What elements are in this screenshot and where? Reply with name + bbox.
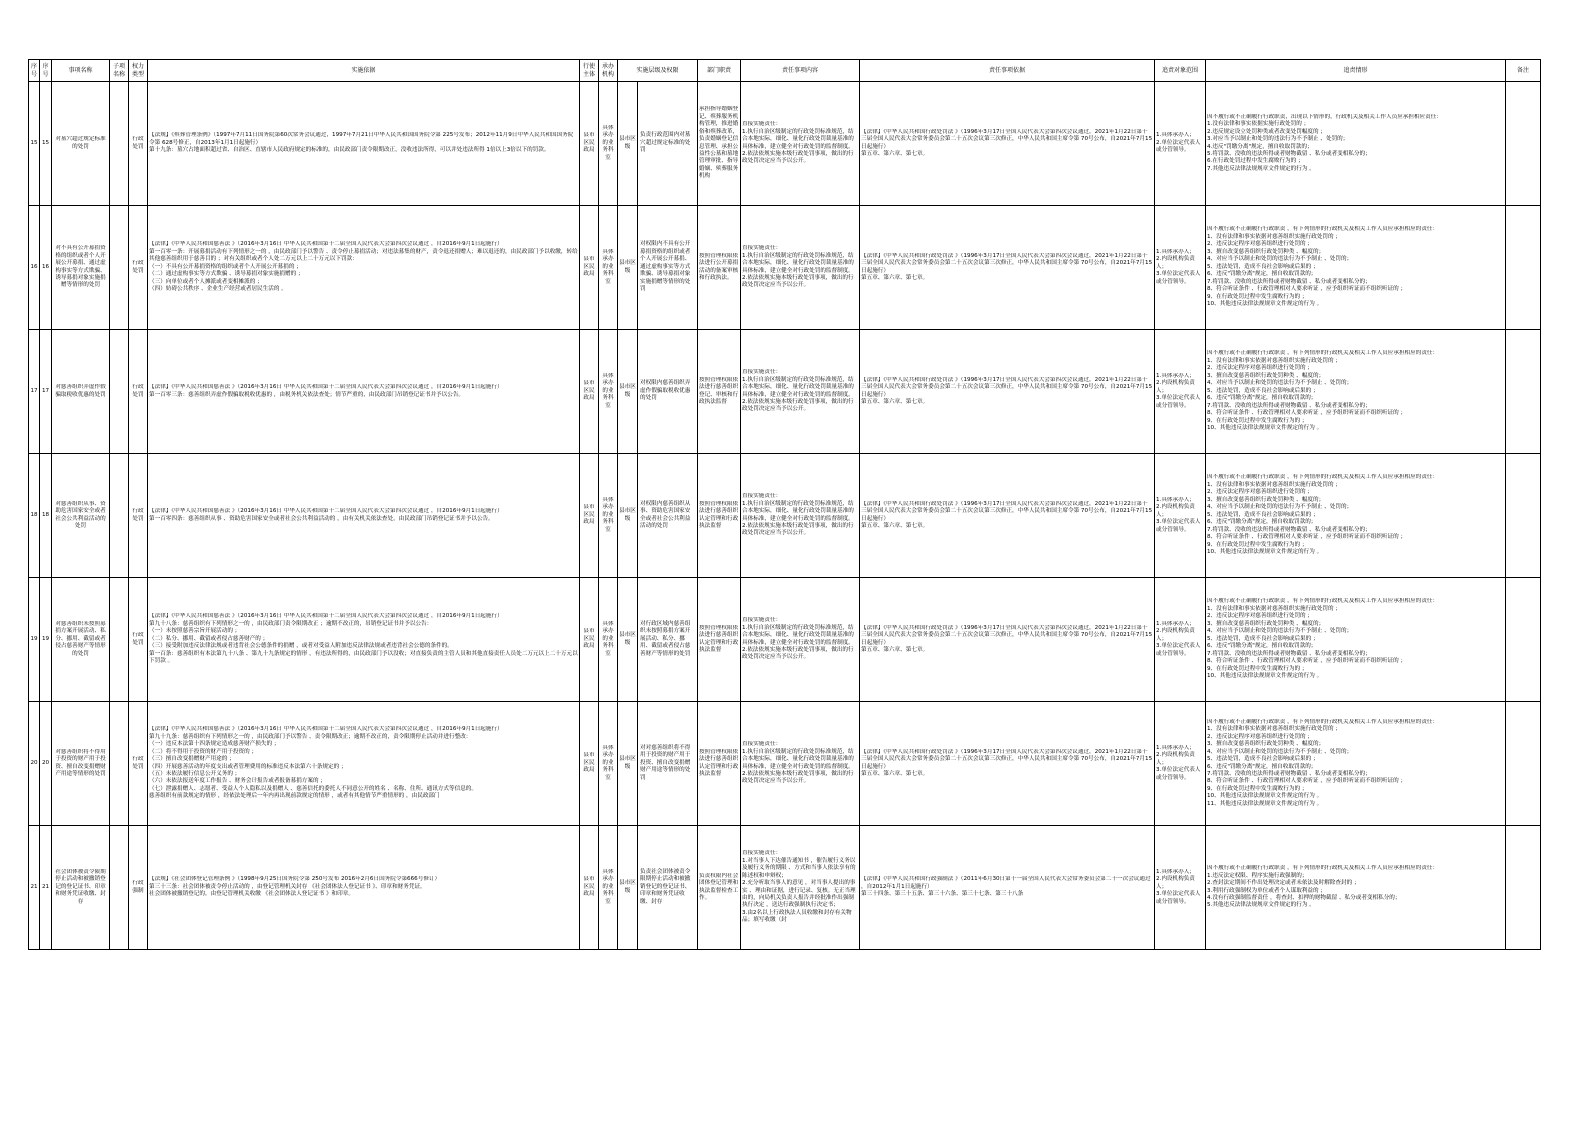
department-duty: 按照管理权限依法进行慈善组织认定管理和行政执法监督 [699,500,739,529]
responsibility-basis: 【法律】《中华人民共和国行政处罚法 》（1996年3月17日全国人民代表大会第四次会议通过，2021年1月22日第十三届全国人民代表大会常务委员会第二十五次会议第三次修正，中华人民共和国主席令第 70号公布，自2021年7月15日起施行） 第五章、第六章、第七章。 [861,624,1153,653]
header-cell: 序号 [40,60,52,82]
table-row [29,454,1541,578]
accountability-target-cell [1155,702,1206,826]
responsibility-content-cell [741,826,860,950]
department-duty: 按照管理权限依法进行慈善组织认定管理和行政执法监督 [699,624,739,653]
authority-scope-cell [618,82,698,206]
row-number-cell [29,702,40,826]
item-name: 对不具有公开募捐资格的组织或者个人开展公开募捐、通过虚构事实等方式欺骗、诱导募捐对象实施捐赠等情形的处罚 [55,245,106,289]
header-cell: 追责对象范围 [1155,60,1206,82]
department-duty: 承担指导婚姻登记、殡葬服务机构管理，推进婚俗和殡葬改革，负责婚姻登记信息管理、承担公益性公墓和墓地管理审批、指导婚姻、殡葬服务机构 [699,106,739,180]
header-cell: 子项名称 [110,60,129,82]
subitem-name-cell [110,702,129,826]
legal-basis: 【法律】《中华人民共和国慈善法 》（2016年3月16日 中华人民共和国第十二届全国人民代表大会第四次会议通过 ，自2016年9月1日起施行） 第一百零三条：慈善组织弄虚作假骗取税收优惠的 ，由税务机关依法查处；情节严重的，由民政部门吊销登记证书并予以公告。 [149,384,503,398]
exercising-subject-cell [580,82,599,206]
row-number: 20 [41,759,50,766]
legal-basis: 【法律】《中华人民共和国慈善法 》（2016年3月16日 中华人民共和国第十二届全国人民代表大会第四次会议通过 ，自2016年9月1日起施行） 第九十八条：慈善组织有下列情形之一的 ，由民政部门责令限期改正 ；逾期不改正的，吊销登记证书并予以公告： （一）未按照慈善宗旨开展活动的 ； （二）私分、挪用、截留或者侵占慈善财产的 ； （三）接受附加违反法律法规或者违背社会公德条件的捐赠 ，或者对受益人附加违反法律法规或者违背社会公德的条件的。 第一百条：慈善组织有本法第九十八条 、第九十九条规定的情形 ，有违法所得的，由民政部门予以没收；对直接负责的主管人员和其他直接责任人员处二万元以上二十万元以下罚款 。 [149,613,578,665]
item-name-cell [52,206,110,330]
exercising-subject-cell [580,578,599,702]
accountability-target-cell [1155,454,1206,578]
row-number: 20 [30,759,38,766]
header-cell: 承办机构 [599,60,618,82]
exercising-subject: 县市区民政局 [583,752,595,774]
accountability-cases: 因不履行或不正确履行行政职责，出现以下情形的，行政机关及相关工作人员应承担相应责任： 1.没有法律和事实依据实施行政处罚的 ； 2.违反规定设立处罚种类或者改变处罚幅度的 ； 3.对应当予以制止和处罚的违法行为不予制止 、处罚的； 4.违反"罚缴分离"规定，擅自收取罚款的； 5.将罚款、没收的违法所得或者财物截留 、私分或者变相私分的； 6.在行政处罚过程中发生腐败行为的 ； 7.其他违反法律法规规章文件规定的行为 。 [1207,113,1442,172]
handling-organ-cell [599,82,618,206]
row-number: 19 [41,635,50,642]
row-number-cell [29,206,40,330]
power-type: 行政处罚 [132,384,144,398]
responsibility-content-cell [741,578,860,702]
table-body [29,82,1541,950]
header-cell: 备注 [1506,60,1541,82]
row-number: 17 [30,387,38,394]
remark-cell [1506,82,1541,206]
exercising-subject-cell [580,826,599,950]
power-type: 行政强制 [132,880,144,894]
department-duty: 负责权限内社会团体登记管理和执法监督检查工作。 [699,872,739,901]
item-name: 对慈善组织从事、资助危害国家安全或者社会公共利益活动的处罚 [55,500,106,529]
power-type-cell [129,206,148,330]
responsibility-basis-cell [860,826,1155,950]
row-number: 17 [41,387,50,394]
header-cell: 序号 [29,60,40,82]
item-name-cell [52,826,110,950]
accountability-target: 1.具体承办人； 2.内设机构负责人； 3.单位法定代表人或分管领导。 [1156,496,1201,533]
row-number-cell [40,206,52,330]
authority-scope-cell [618,578,698,702]
row-number: 15 [41,139,50,146]
subitem-name-cell [110,826,129,950]
accountability-cases-cell [1206,702,1506,826]
header-cell: 责任事项依据 [860,60,1155,82]
implementation-level: 县市区级 [618,82,638,205]
table-row [29,330,1541,454]
legal-basis-cell [148,206,580,330]
table-row [29,206,1541,330]
accountability-target-cell [1155,826,1206,950]
authority-scope: 对权限内不具有公开募捐资格的组织或者个人开展公开募捐、通过虚构事实等方式欺骗、诱导募捐对象实施捐赠等情形的处罚 [640,241,691,293]
remark-cell [1506,702,1541,826]
row-number: 21 [30,883,38,890]
accountability-cases-cell [1206,578,1506,702]
item-name-cell [52,330,110,454]
legal-basis: 【法律】《中华人民共和国慈善法 》（2016年3月16日 中华人民共和国第十二届全国人民代表大会第四次会议通过 ，自2016年9月1日起施行） 第九十九条：慈善组织有下列情形之一的 ，由民政部门予以警告 、责令限期改正；逾期不改正的，责令限期停止活动并进行整改： （一）违反本法第十四条规定造成慈善财产损失的 ； （二）将不得用于投资的财产用于投资的 ； （三）擅自改变捐赠财产用途的 ； （四）开展慈善活动的年度支出或者管理费用的标准违反本法第六十条规定的 ； （五）未依法履行信息公开义务的 ； （六）未依法报送年度工作报告 、财务会计报告或者报备募捐方案的 ； （七）泄露捐赠人、志愿者、受益人个人隐私以及捐赠人 、慈善信托的委托人不同意公开的姓名 、名称、住所、通讯方式等信息的。 慈善组织有前款规定的情形 ，经依法处理后一年内再出现前款规定的情形 ，或者有其他情节严重情形的 ，由民政部门 [149,726,503,800]
authority-scope-cell [618,702,698,826]
responsibility-content: 直接实施责任： 1.执行自治区级制定的行政处罚标准规范，结合本地实际，细化、量化行政处罚裁量基准的具体标准，建立健全对行政处罚的监督制度。 2.依法依规实施本级行政处罚事项，做出的行政处罚决定应当予以公开。 [742,617,854,661]
power-type: 行政处罚 [132,632,144,646]
implementation-level: 县市区级 [618,578,638,701]
row-number: 18 [41,511,50,518]
accountability-target-cell [1155,206,1206,330]
subitem-name-cell [110,206,129,330]
accountability-cases: 因不履行或不正确履行行政职责 ，有下列情形的行政机关及相关工作人员应承担相应的责任： 1、没有法律和事实依据对慈善组织实施行政处罚的 ； 2、违反法定程序对慈善组织进行处罚的 ； 3、擅自改变慈善组织行政处罚种类 、幅度的； 4、对应当予以制止和处罚的违法行为不予制止 、处罚的； 5、违法处罚，造成不良社会影响或后果的 ； 6、违反"罚缴分离"规定，擅自收取罚款的； 7.将罚款、没收的违法所得或者财物截留 、私分或者变相私分的； 8、符合听证条件 、行政管理相对人要求听证 ，应予组织听证而不组织听证的 ； 9、在行政处罚过程中发生腐败行为的 ； 10、其他违反法律法规规章文件规定的行为 。 [1207,474,1439,556]
accountability-target: 1.具体承办人； 2.内设机构负责人； 3.单位法定代表人或分管领导。 [1156,372,1201,409]
subitem-name-cell [110,330,129,454]
responsibility-basis: 【法律】《中华人民共和国行政处罚法 》（1996年3月17日全国人民代表大会第四次会议通过，2021年1月22日第十三届全国人民代表大会常务委员会第二十五次会议第三次修正，中华人民共和国主席令第 70号公布，自2021年7月15日起施行） 第五章、第六章、第七章。 [861,128,1153,157]
subitem-name-cell [110,454,129,578]
implementation-level: 县市区级 [618,454,638,577]
power-type: 行政处罚 [132,260,144,274]
power-type-cell [129,702,148,826]
responsibility-basis: 【法律】《中华人民共和国行政强制法 》（2011年6月30日第十一届全国人民代表大会常务委员会第二十一次会议通过 ，自2012年1月1日起施行） 第三十四条、第三十五条、第三十六条、第三十七条、第三十八条 [861,876,1151,898]
responsibility-content: 直接实施责任： 1.执行自治区级制定的行政处罚标准规范，结合本地实际，细化、量化行政处罚裁量基准的具体标准，建立健全对行政处罚的监督制度。 2.依法依规实施本级行政处罚事项，做出的行政处罚决定应当予以公开。 [742,369,854,413]
responsibility-content-cell [741,454,860,578]
row-number-cell [29,330,40,454]
implementation-level: 县市区级 [618,826,638,949]
responsibility-basis-cell [860,702,1155,826]
row-number-cell [29,454,40,578]
power-type-cell [129,454,148,578]
table-row [29,702,1541,826]
responsibility-basis-cell [860,82,1155,206]
exercising-subject-cell [580,454,599,578]
legal-basis-cell [148,826,580,950]
handling-organ: 具体承办的业务科室 [602,248,614,285]
authority-scope: 对权限内慈善组织弄虚作假骗取税收优惠的处罚 [640,380,691,402]
implementation-level: 县市区级 [618,702,638,825]
department-duty-cell [698,82,741,206]
exercising-subject: 县市区民政局 [583,132,595,154]
exercising-subject-cell [580,206,599,330]
header-cell: 实施依据 [148,60,580,82]
responsibility-content-cell [741,330,860,454]
responsibility-table [28,59,1541,950]
accountability-target: 1.具体承办人； 2.内设机构负责人； 3.单位法定代表人或分管领导。 [1156,620,1201,657]
implementation-level: 县市区级 [618,206,638,329]
power-type: 行政处罚 [132,508,144,522]
item-name-cell [52,578,110,702]
item-name-cell [52,82,110,206]
power-type-cell [129,330,148,454]
department-duty-cell [698,702,741,826]
authority-scope-cell [618,454,698,578]
row-number-cell [29,826,40,950]
accountability-cases: 因不履行或不正确履行行政职责 ，有下列情形的行政机关及相关工作人员应承担相应的责任： 1、没有法律和事实依据对慈善组织实施行政处罚的 ； 2、违反法定程序对慈善组织进行处罚的 ； 3、擅自改变慈善组织行政处罚种类 、幅度的； 4、对应当予以制止和处罚的违法行为不予制止 、处罚的； 5、违法处罚，造成不良社会影响或后果的 ； 6、违反"罚缴分离"规定，擅自收取罚款的； 7.将罚款、没收的违法所得或者财物截留 、私分或者变相私分的； 8、符合听证条件 、行政管理相对人要求听证 ，应予组织听证而不组织听证的 ； 9、在行政处罚过程中发生腐败行为的 ； 10、其他违反法律法规规章文件规定的行为 。 [1207,598,1439,680]
header-row [29,60,1541,82]
handling-organ-cell [599,206,618,330]
handling-organ-cell [599,330,618,454]
row-number-cell [40,330,52,454]
implementation-level: 县市区级 [618,330,638,453]
responsibility-content-cell [741,702,860,826]
responsibility-basis: 【法律】《中华人民共和国行政处罚法 》（1996年3月17日全国人民代表大会第四次会议通过，2021年1月22日第十三届全国人民代表大会常务委员会第二十五次会议第三次修正，中华人民共和国主席令第 70号公布，自2021年7月15日起施行） 第五章、第六章、第七章。 [861,376,1153,405]
legal-basis: 【法规】《社会团体登记管理条例 》（1998年9月25日国务院令第 250号发布 2016年2月6日国务院令第666号修订） 第三十三条：社会团体被责令停止活动的 ，由登记管理机关封存 《社会团体法人登记证书 》、印章和财务凭证。 社会团体被撤销登记的，由登记管理机关收缴 《社会团体法人登记证书 》和印章。 [149,876,441,898]
handling-organ-cell [599,578,618,702]
row-number: 16 [41,263,50,270]
department-duty: 按照管理权限依法进行慈善组织认定管理和行政执法监督 [699,748,739,777]
accountability-target-cell [1155,578,1206,702]
accountability-cases: 因不履行或不正确履行行政职责 ，有下列情形的行政机关及相关工作人员应承担相应的责任： 1、没有法律和事实依据对慈善组织实施行政处罚的 ； 2、违反法定程序对慈善组织进行处罚的 ； 3、擅自改变慈善组织行政处罚种类 、幅度的； 4、对应当予以制止和处罚的违法行为不予制止 、处罚的； 5、违法处罚，造成不良社会影响或后果的 ； 6、违反"罚缴分离"规定，擅自收取罚款的； 7.将罚款、没收的违法所得或者财物截留 、私分或者变相私分的； 8、符合听证条件 、行政管理相对人要求听证 ，应予组织听证而不组织听证的 ； 9、在行政处罚过程中发生腐败行为的 ； 10、其他违反法律法规规章文件规定的行为 。 [1207,226,1439,308]
accountability-target: 1.具体承办人； 2.内设机构负责人； 3.单位法定代表人或分管领导。 [1156,248,1201,285]
responsibility-basis: 【法律】《中华人民共和国行政处罚法 》（1996年3月17日全国人民代表大会第四次会议通过，2021年1月22日第十三届全国人民代表大会常务委员会第二十五次会议第三次修正，中华人民共和国主席令第 70号公布，自2021年7月15日起施行） 第五章、第六章、第七章。 [861,748,1153,777]
handling-organ-cell [599,826,618,950]
accountability-cases: 因不履行或不正确履行行政职责 ，有下列情形的行政机关及相关工作人员应承担相应的责任： 1、没有法律和事实依据对慈善组织实施行政处罚的 ； 2、违反法定程序对慈善组织进行处罚的 ； 3、擅自改变慈善组织行政处罚种类 、幅度的； 4、对应当予以制止和处罚的违法行为不予制止 、处罚的； 5、违法处罚，造成不良社会影响或后果的 ； 6、违反"罚缴分离"规定，擅自收取罚款的； 7.将罚款、没收的违法所得或者财物截留 、私分或者变相私分的； 8、符合听证条件 、行政管理相对人要求听证 ，应予组织听证而不组织听证的 ； 9、在行政处罚过程中发生腐败行为的 ； 10、其他违反法律法规规章文件规定的行为 。 [1207,350,1439,432]
row-number-cell [40,578,52,702]
responsibility-content-cell [741,206,860,330]
handling-organ: 具体承办的业务科室 [602,868,614,905]
handling-organ: 具体承办的业务科室 [602,496,614,533]
accountability-cases-cell [1206,454,1506,578]
department-duty-cell [698,826,741,950]
authority-scope: 负责行政范围内对墓穴超过规定标准的处罚 [640,132,691,154]
subitem-name-cell [110,578,129,702]
handling-organ-cell [599,702,618,826]
legal-basis: 【法规】《殡葬管理条例》（1997年7月11日国务院第60次常务会议通过，1997年7月21日中华人民共和国国务院令第 225号发布；2012年11月9日中华人民共和国国务院令第 628号修正，自2013年1月1日起施行） 第十九条：墓穴占地面积超过省、自治区、直辖市人民政府规定的标准的，由民政部门责令限期改正，没收违法所得，可以并处违法所得 1倍以上3倍以下的罚款。 [149,132,574,154]
header-cell: 事项名称 [52,60,110,82]
authority-scope: 对对慈善组织将不得用于投资的财产用于投资、擅自改变捐赠财产用途等情形的处罚 [640,744,691,781]
row-number: 16 [30,263,38,270]
exercising-subject: 县市区民政局 [583,256,595,278]
exercising-subject: 县市区民政局 [583,380,595,402]
legal-basis-cell [148,578,580,702]
responsibility-basis-cell [860,454,1155,578]
legal-basis-cell [148,454,580,578]
exercising-subject: 县市区民政局 [583,628,595,650]
responsibility-basis-cell [860,578,1155,702]
item-name: 社会团体被责令限期停止活动和被撤销登记的登记证书、印章和财务凭证收缴、封存 [55,868,106,905]
authority-scope: 对行政区域内慈善组织未按照募捐方案开展活动、私分、挪用、截留或者侵占慈善财产等情形的处罚 [640,620,691,657]
power-type-cell [129,82,148,206]
department-duty-cell [698,454,741,578]
department-duty: 按照管理权限依法进行公开募捐活动的备案审核和行政执法。 [699,252,739,281]
responsibility-basis-cell [860,330,1155,454]
handling-organ: 具体承办的业务科室 [602,372,614,409]
accountability-cases-cell [1206,82,1506,206]
handling-organ: 具体承办的业务科室 [602,620,614,657]
table-row [29,826,1541,950]
remark-cell [1506,206,1541,330]
department-duty-cell [698,330,741,454]
header-cell: 实施层级及权限 [618,60,698,82]
row-number-cell [40,826,52,950]
header-cell: 追责情形 [1206,60,1506,82]
department-duty: 按照管理权限依法进行慈善组织登记、审核和行政执法监督 [699,376,739,405]
row-number: 18 [30,511,38,518]
power-type-cell [129,826,148,950]
row-number: 19 [30,635,38,642]
accountability-cases-cell [1206,826,1506,950]
authority-scope: 对权限内慈善组织从事、资助危害国家安全或者社会公共利益活动的处罚 [640,500,691,529]
responsibility-content: 直接实施责任： 1.执行自治区级制定的行政处罚标准规范，结合本地实际，细化、量化行政处罚裁量基准的具体标准，建立健全对行政处罚的监督制度。 2.依法依规实施本级行政处罚事项，做出的行政处罚决定应当予以公开。 [742,493,854,537]
legal-basis-cell [148,330,580,454]
accountability-target-cell [1155,82,1206,206]
header-cell: 行使主体 [580,60,599,82]
accountability-cases: 因不履行或不正确履行行政职责 ，有下列情形的行政机关及相关工作人员应承担相应的责任： 1、没有法律和事实依据对慈善组织实施行政处罚的 ； 2、违反法定程序对慈善组织进行处罚的 ； 3、擅自改变慈善组织行政处罚种类 、幅度的； 4、对应当予以制止和处罚的违法行为不予制止 、处罚的； 5、违法处罚，造成不良社会影响或后果的 ； 6、违反"罚缴分离"规定，擅自收取罚款的； 7.将罚款、没收的违法所得或者财物截留 、私分或者变相私分的； 8、符合听证条件 、行政管理相对人要求听证 ，应予组织听证而不组织听证的 ； 9、在行政处罚过程中发生腐败行为的 ； 10、其他违反法律法规规章文件规定的行为 。 11、其他违反法律法规规章文件规定的行为 。 [1207,718,1439,807]
item-name: 对慈善组织将不得用于投资的财产用于投资、擅自改变捐赠财产用途等情形的处罚 [55,748,106,777]
exercising-subject: 县市区民政局 [583,504,595,526]
remark-cell [1506,826,1541,950]
responsibility-content-cell [741,82,860,206]
responsibility-content: 直接实施责任： 1.对当事人下达催告通知书 ，催告履行义务以及履行义务的期限 、方式和当事人依法享有的陈述权和申辩权； 2.充分听取当事人的意见 ，对当事人提出的事实 、理由和证据，进行记录、复核。无正当理由的，向局机关负责人报告并经批准作出强制执行决定 ，送达行政强制执行决定书； 3.由2名以上行政执法人员收缴和封存有关物品；填写收缴（封 [742,850,856,924]
row-number-cell [40,82,52,206]
remark-cell [1506,578,1541,702]
item-name: 对慈善组织弄虚作假骗取税收优惠的处罚 [55,384,106,398]
row-number-cell [40,454,52,578]
authority-scope-cell [618,206,698,330]
exercising-subject: 县市区民政局 [583,876,595,898]
item-name-cell [52,454,110,578]
department-duty-cell [698,206,741,330]
power-type: 行政处罚 [132,136,144,150]
department-duty-cell [698,578,741,702]
handling-organ-cell [599,454,618,578]
legal-basis: 【法律】《中华人民共和国慈善法 》（2016年3月16日 中华人民共和国第十二届全国人民代表大会第四次会议通过 ，自2016年9月1日起施行） 第一百零一条：开展募捐活动有下列情形之一的 ，由民政部门予以警告 、责令停止募捐活动；对违法募集的财产，责令退还捐赠人；难以退还的，由民政部门予以收缴，转给其他慈善组织用于慈善目的 ；对有关组织或者个人处二万元以上二十万元以下罚款： （一）不具有公开募捐资格的组织或者个人开展公开募捐的 ； （二）通过虚构事实等方式欺骗 、诱导募捐对象实施捐赠的 ； （三）向单位或者个人摊派或者变相摊派的 ； （四）妨碍公共秩序 、企业生产经营或者居民生活的 。 [149,241,578,293]
row-number-cell [29,578,40,702]
header-cell: 权力类型 [129,60,148,82]
table-row [29,578,1541,702]
responsibility-basis: 【法律】《中华人民共和国行政处罚法 》（1996年3月17日全国人民代表大会第四次会议通过，2021年1月22日第十三届全国人民代表大会常务委员会第二十五次会议第三次修正，中华人民共和国主席令第 70号公布，自2021年7月15日起施行） 第五章、第六章、第七章。 [861,252,1153,281]
accountability-target: 1.具体承办人； 2.内设机构负责人； 3.单位法定代表人或分管领导。 [1156,744,1201,781]
accountability-cases-cell [1206,330,1506,454]
remark-cell [1506,454,1541,578]
accountability-cases-cell [1206,206,1506,330]
responsibility-content: 直接实施责任： 1.执行自治区级制定的行政处罚标准规范，结合本地实际，细化、量化行政处罚裁量基准的具体标准，建立健全对行政处罚的监督制度。 2.依法依规实施本级行政处罚事项，做出的行政处罚决定应当予以公开。 [742,741,854,785]
authority-scope: 负责社会团体被责令限期停止活动和被撤销登记的登记证书、印章和财务凭证收缴、封存 [640,868,691,905]
accountability-target-cell [1155,330,1206,454]
legal-basis-cell [148,702,580,826]
power-type-cell [129,578,148,702]
accountability-target: 1.具体承办人； 2.单位法定代表人或分管领导。 [1156,132,1201,154]
responsibility-basis-cell [860,206,1155,330]
row-number: 21 [41,883,50,890]
exercising-subject-cell [580,330,599,454]
subitem-name-cell [110,82,129,206]
responsibility-content: 直接实施责任： 1.执行自治区级制定的行政处罚标准规范，结合本地实际，细化、量化行政处罚裁量基准的具体标准，建立健全对行政处罚的监督制度。 2.依法依规实施本级行政处罚事项，做出的行政处罚决定应当予以公开。 [742,245,854,289]
handling-organ: 具体承办的业务科室 [602,744,614,781]
authority-scope-cell [618,826,698,950]
item-name: 对墓穴超过规定标准的处罚 [55,136,106,150]
accountability-target: 1.具体承办人； 2.内设机构负责人； 3.单位法定代表人或分管领导。 [1156,868,1201,905]
authority-scope-cell [618,330,698,454]
row-number-cell [29,82,40,206]
table-row [29,82,1541,206]
remark-cell [1506,330,1541,454]
accountability-cases: 因不履行或不正确履行行政职责 ，有下列情形的行政机关及相关工作人员应承担相应的责任： 1.违反法定权限、程序实施行政强制的； 2.查封法定期间不作出处理决定或者未依法及时解除查封的 ； 3.利用行政强制权为单位或者个人谋取利益的 ； 4.没有行政强制监督责任 ，将查封、扣押的财物截留 、私分或者变相私分的； 5.其他违反法律法规规章文件规定的行为 。 [1207,865,1439,909]
legal-basis-cell [148,82,580,206]
handling-organ: 具体承办的业务科室 [602,124,614,161]
header-cell: 部门职责 [698,60,741,82]
item-name: 对慈善组织未按照募捐方案开展活动、私分、挪用、截留或者侵占慈善财产等情形的处罚 [55,620,106,657]
item-name-cell [52,702,110,826]
header-cell: 责任事项内容 [741,60,860,82]
power-type: 行政处罚 [132,756,144,770]
row-number: 15 [30,139,38,146]
legal-basis: 【法律】《中华人民共和国慈善法 》（2016年3月16日 中华人民共和国第十二届全国人民代表大会第四次会议通过 ，自2016年9月1日起施行） 第一百零四条：慈善组织从事 、资助危害国家安全或者社会公共利益活动的 ，由有关机关依法查处，由民政部门吊销登记证书并予以公告。 [149,508,503,522]
responsibility-content: 直接实施责任： 1.执行自治区级制定的行政处罚标准规范，结合本地实际，细化、量化行政处罚裁量基准的具体标准，建立健全对行政处罚的监督制度。 2.依法依规实施本级行政处罚事项，做出的行政处罚决定应当予以公开。 [742,121,854,165]
exercising-subject-cell [580,702,599,826]
row-number-cell [40,702,52,826]
responsibility-basis: 【法律】《中华人民共和国行政处罚法 》（1996年3月17日全国人民代表大会第四次会议通过，2021年1月22日第十三届全国人民代表大会常务委员会第二十五次会议第三次修正，中华人民共和国主席令第 70号公布，自2021年7月15日起施行） 第五章、第六章、第七章。 [861,500,1153,529]
